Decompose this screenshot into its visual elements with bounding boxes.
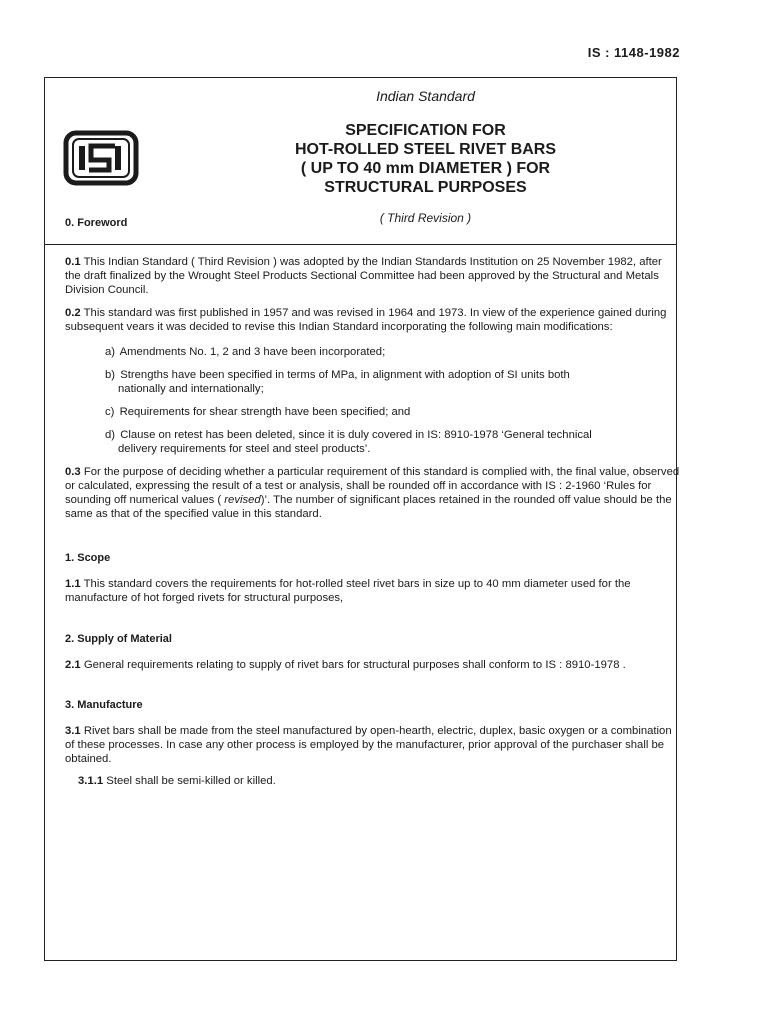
list-item: c) Requirements for shear strength have been specified; and [105,406,411,418]
clause-text: This standard was first published in 1957 and was revised in 1964 and 1973. In view of the experience gained during subsequent vears it was decided to revise this Indian Standard incorporating the following main modifications: [65,307,667,333]
paragraph-0-1 [65,255,680,297]
list-item: a) Amendments No. 1, 2 and 3 have been incorporated; [105,346,386,358]
paragraph-2-1 [65,658,680,672]
clause-number: 3.1 [65,725,81,737]
paragraph-0-3: 0.3 For the purpose of deciding whether a particular requirement of this standard is complied with, the final value, observed or calculated, expressing the result of a test or analysis, shall be rounded off in accordance with IS : 2-1960 ‘Rules for sounding off numerical values ( revised)’. The number of significant places retained in the rounded off value should be the same as that of the specified value in this standard. [65,466,680,520]
section-heading-manufacture: 3. Manufacture [65,699,143,711]
clause-text: General requirements relating to supply of rivet bars for structural purposes shall conform to IS : 8910-1978 . [80,659,626,671]
list-item: d) Clause on retest has been deleted, since it is duly covered in IS: 8910-1978 ‘General technical delivery requirements for steel and steel products’. [105,429,592,455]
clause-number: 1.1 [65,578,81,590]
clause-number: 0.1 [65,256,81,268]
title-line: STRUCTURAL PURPOSES [324,179,527,196]
list-item: b) Strengths have been specified in terms of MPa, in alignment with adoption of SI units both nationally and internationally; [105,369,570,395]
title-line: HOT-ROLLED STEEL RIVET BARS [294,141,557,158]
revision-label: ( Third Revision ) [379,211,472,225]
section-heading-scope: 1. Scope [65,552,111,564]
clause-text: Steel shall be semi-killed or killed. [103,775,276,787]
paragraph-1-1 [65,577,680,605]
paragraph-3-1-1 [65,774,680,788]
clause-number: 2.1 [65,659,81,671]
clause-number: 0.3 [65,466,81,478]
clause-number: 0.2 [65,307,81,319]
document-body [65,216,680,788]
clause-text: Rivet bars shall be made from the steel manufactured by open-hearth, electric, duplex, basic oxygen or a combination of these processes. In case any other process is employed by the manufacturer, prior approval of the purchaser shall be obtained. [65,725,672,765]
document-number: IS : 1148-1982 [587,45,680,60]
document-title [45,121,676,197]
clause-text: This standard covers the requirements for hot-rolled steel rivet bars in size up to 40 mm diameter used for the manufacture of hot forged rivets for structural purposes, [65,578,631,604]
modification-list [65,345,680,456]
section-heading-foreword: 0. Foreword [65,217,128,229]
paragraph-3-1 [65,724,680,766]
paragraph-0-2 [65,306,680,334]
title-line: ( UP TO 40 mm DIAMETER ) FOR [300,160,551,177]
section-heading-supply: 2. Supply of Material [65,633,172,645]
title-line: SPECIFICATION FOR [345,122,506,139]
clause-text: This Indian Standard ( Third Revision ) was adopted by the Indian Standards Institution on 25 November 1982, after the draft finalized by the Wrought Steel Products Sectional Committee had been approved by the Structural and Metals Division Council. [65,256,662,296]
clause-number: 3.1.1 [78,775,104,787]
standard-label: Indian Standard [376,88,475,104]
